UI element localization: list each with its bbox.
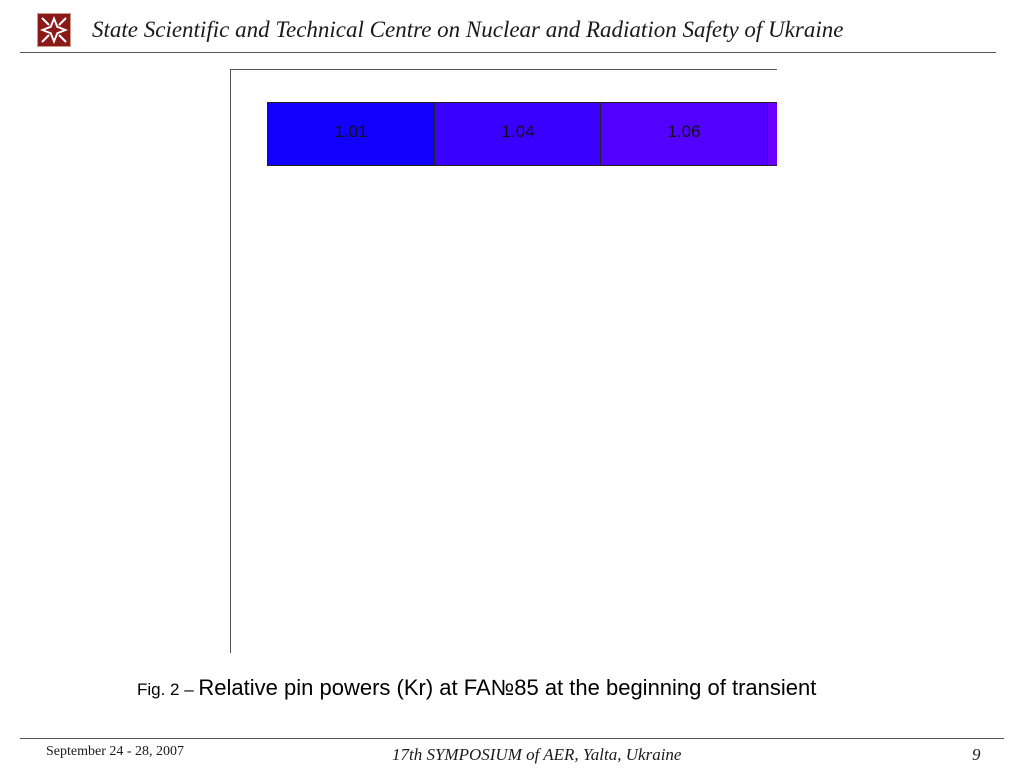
caption-text: Relative pin powers (Kr) at FA№85 at the beginning of transient: [198, 675, 817, 700]
footer-divider: [20, 738, 1004, 739]
figure-caption: [137, 675, 816, 701]
logo-graphic: [38, 14, 70, 46]
pin-cell: 1.01: [267, 102, 435, 166]
pin-cell: 1.06: [600, 102, 768, 166]
header-divider: [20, 52, 996, 53]
footer-date: September 24 - 28, 2007: [46, 744, 185, 759]
caption-prefix: Fig. 2 –: [137, 680, 199, 699]
footer-event: 17th SYMPOSIUM of AER, Yalta, Ukraine: [392, 745, 682, 764]
sstc-logo-icon: [37, 13, 71, 47]
pin-power-figure: [230, 69, 777, 653]
page-number: 9: [972, 745, 981, 764]
pin-cell: [767, 102, 777, 166]
pin-cell: 1.04: [434, 102, 602, 166]
header-title: State Scientific and Technical Centre on Nuclear and Radiation Safety of Ukraine: [92, 17, 844, 42]
